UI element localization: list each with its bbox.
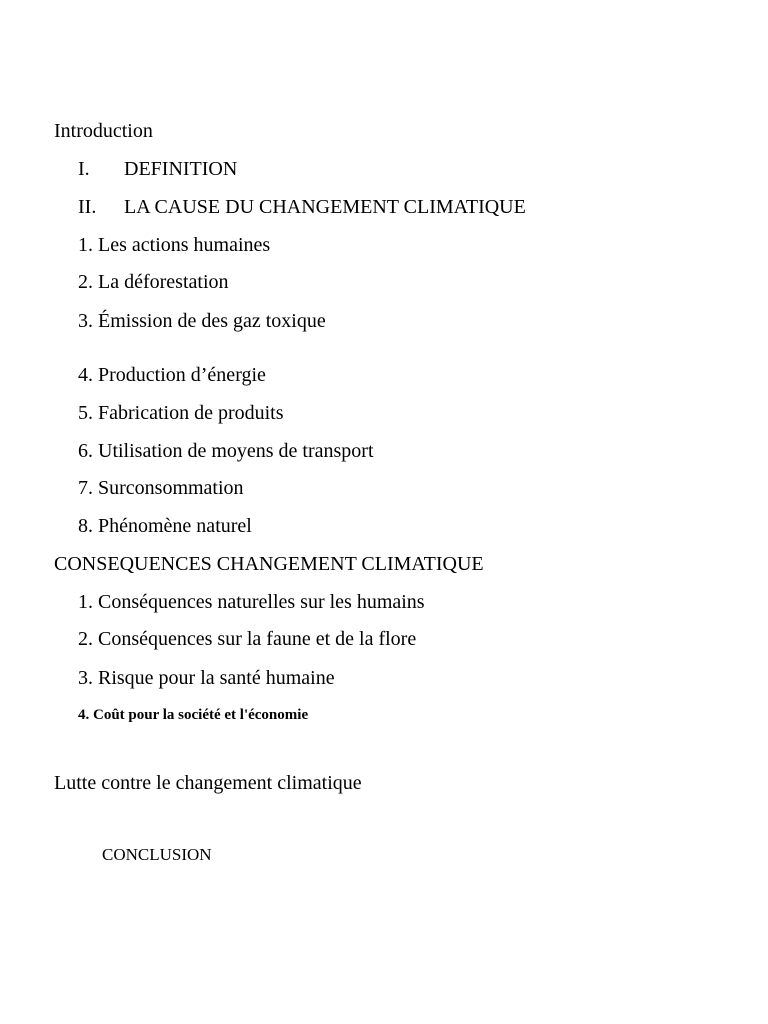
consequences-heading: CONSEQUENCES CHANGEMENT CLIMATIQUE	[54, 553, 484, 575]
consequence-item-3	[78, 666, 335, 690]
list-marker: 4.	[78, 364, 93, 386]
list-marker: 2.	[78, 271, 93, 293]
list-marker: 5.	[78, 402, 93, 424]
cause-item-5	[78, 401, 284, 425]
cause-item-2	[78, 270, 229, 294]
list-marker: 2.	[78, 628, 93, 650]
consequence-item-1	[78, 590, 425, 614]
roman-item-2	[78, 195, 526, 219]
roman-item-1	[78, 157, 237, 181]
list-text: Production d’énergie	[98, 364, 266, 386]
introduction-heading: Introduction	[54, 120, 153, 142]
list-text: La déforestation	[98, 271, 229, 293]
list-text: Coût pour la société et l'économie	[93, 707, 309, 723]
list-marker: 4.	[78, 707, 90, 723]
list-marker: 1.	[78, 591, 93, 613]
fight-heading: Lutte contre le changement climatique	[54, 772, 362, 794]
list-text: Utilisation de moyens de transport	[98, 440, 374, 462]
list-marker: 3.	[78, 310, 93, 332]
consequence-item-4	[78, 705, 308, 725]
list-marker: 3.	[78, 667, 93, 689]
roman-marker: II.	[78, 196, 97, 218]
list-text: Les actions humaines	[98, 234, 271, 256]
cause-item-3	[78, 309, 326, 333]
cause-item-4	[78, 363, 266, 387]
list-text: Phénomène naturel	[98, 515, 252, 537]
roman-marker: I.	[78, 158, 90, 180]
list-text: Émission de des gaz toxique	[98, 310, 326, 332]
cause-item-1	[78, 233, 270, 257]
list-text: Surconsommation	[98, 477, 244, 499]
list-marker: 7.	[78, 477, 93, 499]
consequence-item-2	[78, 627, 416, 651]
list-marker: 6.	[78, 440, 93, 462]
list-text: Conséquences naturelles sur les humains	[98, 591, 425, 613]
conclusion-heading: CONCLUSION	[102, 845, 212, 864]
list-text: Conséquences sur la faune et de la flore	[98, 628, 417, 650]
roman-text: DEFINITION	[124, 158, 238, 180]
cause-item-8	[78, 514, 252, 538]
list-text: Risque pour la santé humaine	[98, 667, 335, 689]
list-marker: 1.	[78, 234, 93, 256]
cause-item-6	[78, 439, 374, 463]
cause-item-7	[78, 476, 244, 500]
roman-text: LA CAUSE DU CHANGEMENT CLIMATIQUE	[124, 196, 526, 218]
list-marker: 8.	[78, 515, 93, 537]
list-text: Fabrication de produits	[98, 402, 284, 424]
